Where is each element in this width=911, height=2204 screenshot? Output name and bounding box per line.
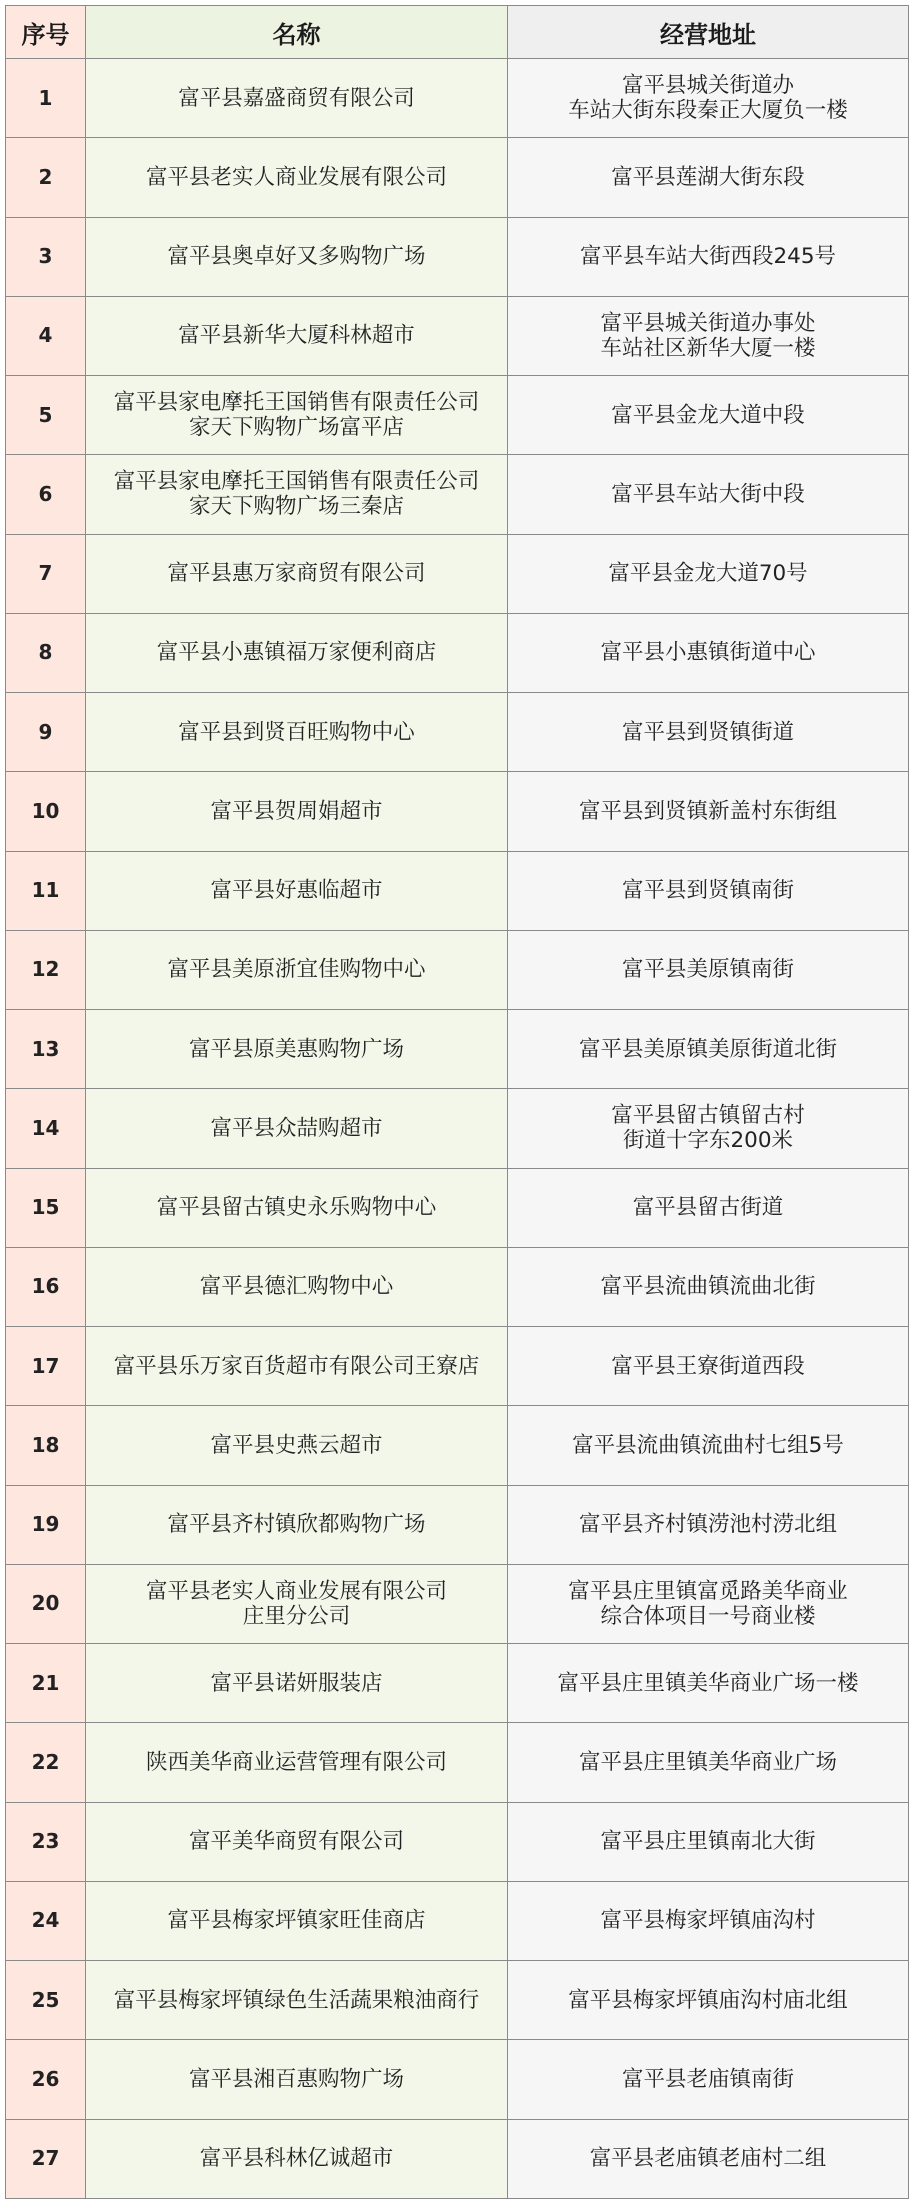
row-name: 富平县贺周娟超市	[86, 772, 508, 851]
row-name: 富平县梅家坪镇家旺佳商店	[86, 1881, 508, 1960]
row-business-address: 富平县梅家坪镇庙沟村	[508, 1881, 909, 1960]
row-name: 富平县湘百惠购物广场	[86, 2040, 508, 2119]
table-row	[6, 138, 909, 217]
row-business-address: 富平县王寮街道西段	[508, 1327, 909, 1406]
row-serial-number: 26	[6, 2040, 86, 2119]
header-row	[6, 6, 909, 59]
row-serial-number: 16	[6, 1247, 86, 1326]
row-business-address: 富平县庄里镇美华商业广场一楼	[508, 1644, 909, 1723]
row-serial-number: 12	[6, 930, 86, 1009]
row-business-address: 富平县留古镇留古村 街道十字东200米	[508, 1089, 909, 1168]
row-name: 陕西美华商业运营管理有限公司	[86, 1723, 508, 1802]
table-row	[6, 930, 909, 1009]
table-row	[6, 534, 909, 613]
table-row	[6, 613, 909, 692]
row-name: 富平县嘉盛商贸有限公司	[86, 59, 508, 138]
row-business-address: 富平县城关街道办 车站大街东段秦正大厦负一楼	[508, 59, 909, 138]
table-row	[6, 455, 909, 534]
row-business-address: 富平县车站大街西段245号	[508, 217, 909, 296]
row-business-address: 富平县流曲镇流曲村七组5号	[508, 1406, 909, 1485]
table-row	[6, 2119, 909, 2199]
row-name: 富平县留古镇史永乐购物中心	[86, 1168, 508, 1247]
row-serial-number: 10	[6, 772, 86, 851]
row-business-address: 富平县梅家坪镇庙沟村庙北组	[508, 1961, 909, 2040]
row-name: 富平县惠万家商贸有限公司	[86, 534, 508, 613]
row-name: 富平美华商贸有限公司	[86, 1802, 508, 1881]
table-row	[6, 1247, 909, 1326]
row-business-address: 富平县流曲镇流曲北街	[508, 1247, 909, 1326]
row-serial-number: 9	[6, 693, 86, 772]
row-name: 富平县乐万家百货超市有限公司王寮店	[86, 1327, 508, 1406]
table-row	[6, 1961, 909, 2040]
row-business-address: 富平县齐村镇涝池村涝北组	[508, 1485, 909, 1564]
table-row	[6, 1644, 909, 1723]
table-row	[6, 1564, 909, 1643]
row-serial-number: 23	[6, 1802, 86, 1881]
table-header	[6, 6, 909, 59]
header-business-address: 经营地址	[508, 6, 909, 59]
row-business-address: 富平县美原镇南街	[508, 930, 909, 1009]
row-name: 富平县德汇购物中心	[86, 1247, 508, 1326]
row-serial-number: 15	[6, 1168, 86, 1247]
row-serial-number: 11	[6, 851, 86, 930]
row-name: 富平县家电摩托王国销售有限责任公司 家天下购物广场三秦店	[86, 455, 508, 534]
table-row	[6, 1327, 909, 1406]
row-business-address: 富平县庄里镇美华商业广场	[508, 1723, 909, 1802]
row-serial-number: 19	[6, 1485, 86, 1564]
row-serial-number: 3	[6, 217, 86, 296]
row-serial-number: 7	[6, 534, 86, 613]
store-table	[5, 5, 909, 2199]
row-business-address: 富平县车站大街中段	[508, 455, 909, 534]
row-name: 富平县新华大厦科林超市	[86, 296, 508, 375]
row-serial-number: 13	[6, 1010, 86, 1089]
table-row	[6, 217, 909, 296]
row-serial-number: 20	[6, 1564, 86, 1643]
header-name: 名称	[86, 6, 508, 59]
table-body	[6, 59, 909, 2199]
row-business-address: 富平县老庙镇老庙村二组	[508, 2119, 909, 2199]
row-serial-number: 22	[6, 1723, 86, 1802]
table-row	[6, 1723, 909, 1802]
table-row	[6, 296, 909, 375]
row-serial-number: 14	[6, 1089, 86, 1168]
table-row	[6, 1881, 909, 1960]
table-row	[6, 1089, 909, 1168]
row-name: 富平县到贤百旺购物中心	[86, 693, 508, 772]
row-serial-number: 5	[6, 376, 86, 455]
header-serial-number: 序号	[6, 6, 86, 59]
row-business-address: 富平县庄里镇富觅路美华商业 综合体项目一号商业楼	[508, 1564, 909, 1643]
row-business-address: 富平县老庙镇南街	[508, 2040, 909, 2119]
row-business-address: 富平县到贤镇街道	[508, 693, 909, 772]
row-business-address: 富平县莲湖大街东段	[508, 138, 909, 217]
row-serial-number: 4	[6, 296, 86, 375]
table-row	[6, 376, 909, 455]
row-name: 富平县奥卓好又多购物广场	[86, 217, 508, 296]
row-name: 富平县原美惠购物广场	[86, 1010, 508, 1089]
row-name: 富平县科林亿诚超市	[86, 2119, 508, 2199]
row-name: 富平县梅家坪镇绿色生活蔬果粮油商行	[86, 1961, 508, 2040]
row-business-address: 富平县留古街道	[508, 1168, 909, 1247]
row-business-address: 富平县到贤镇南街	[508, 851, 909, 930]
table-row	[6, 59, 909, 138]
row-name: 富平县好惠临超市	[86, 851, 508, 930]
row-serial-number: 1	[6, 59, 86, 138]
table-row	[6, 851, 909, 930]
row-name: 富平县老实人商业发展有限公司	[86, 138, 508, 217]
row-business-address: 富平县城关街道办事处 车站社区新华大厦一楼	[508, 296, 909, 375]
row-business-address: 富平县到贤镇新盖村东街组	[508, 772, 909, 851]
row-name: 富平县老实人商业发展有限公司 庄里分公司	[86, 1564, 508, 1643]
row-serial-number: 2	[6, 138, 86, 217]
row-business-address: 富平县庄里镇南北大街	[508, 1802, 909, 1881]
table-row	[6, 1406, 909, 1485]
row-serial-number: 6	[6, 455, 86, 534]
row-name: 富平县众喆购超市	[86, 1089, 508, 1168]
row-name: 富平县诺妍服装店	[86, 1644, 508, 1723]
row-serial-number: 25	[6, 1961, 86, 2040]
table-row	[6, 1010, 909, 1089]
row-business-address: 富平县金龙大道70号	[508, 534, 909, 613]
row-business-address: 富平县美原镇美原街道北街	[508, 1010, 909, 1089]
row-name: 富平县美原浙宜佳购物中心	[86, 930, 508, 1009]
row-serial-number: 21	[6, 1644, 86, 1723]
row-name: 富平县齐村镇欣都购物广场	[86, 1485, 508, 1564]
table-row	[6, 1168, 909, 1247]
table-row	[6, 693, 909, 772]
row-name: 富平县小惠镇福万家便利商店	[86, 613, 508, 692]
table-row	[6, 2040, 909, 2119]
row-serial-number: 17	[6, 1327, 86, 1406]
table-row	[6, 1802, 909, 1881]
row-business-address: 富平县金龙大道中段	[508, 376, 909, 455]
row-serial-number: 18	[6, 1406, 86, 1485]
table-row	[6, 772, 909, 851]
table-row	[6, 1485, 909, 1564]
row-serial-number: 8	[6, 613, 86, 692]
row-name: 富平县家电摩托王国销售有限责任公司 家天下购物广场富平店	[86, 376, 508, 455]
row-serial-number: 24	[6, 1881, 86, 1960]
row-name: 富平县史燕云超市	[86, 1406, 508, 1485]
row-serial-number: 27	[6, 2119, 86, 2199]
row-business-address: 富平县小惠镇街道中心	[508, 613, 909, 692]
